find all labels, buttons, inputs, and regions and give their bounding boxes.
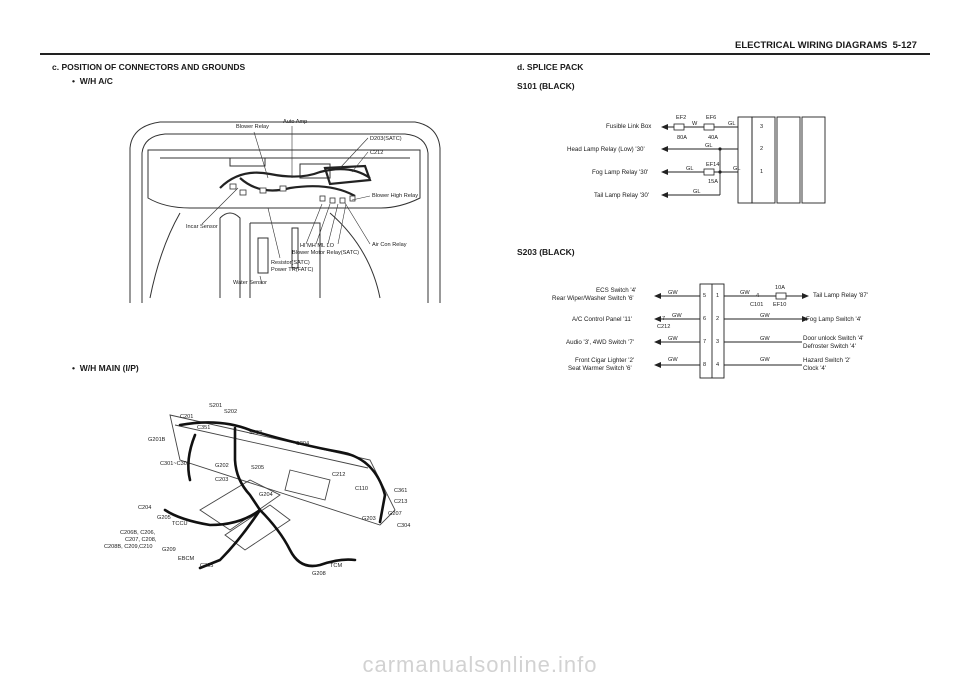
label-s202: S202 <box>224 409 238 415</box>
s101-fuse-ef14: EF14 <box>706 162 720 168</box>
label-blower-motor-relay: Blower Motor Relay(SATC) <box>292 250 360 256</box>
bullet-wh-ac: • W/H A/C <box>72 76 113 86</box>
header-rule <box>40 53 930 55</box>
s101-pin-3: 3 <box>760 124 764 130</box>
s101-load-0: Fusible Link Box <box>606 123 652 130</box>
label-g204: G204 <box>259 492 273 498</box>
bullet-wh-main-label: W/H MAIN (I/P) <box>79 363 139 373</box>
s101-pin-1: 1 <box>760 169 764 175</box>
label-g205: G205 <box>157 515 171 521</box>
s101-title: S101 (BLACK) <box>517 81 575 91</box>
s203-c212-pin: 7 <box>662 316 666 322</box>
s203-right-load-0: Tail Lamp Relay '87' <box>813 292 868 299</box>
label-c301-c303: C301~C303 <box>160 461 191 467</box>
s101-amp-80a: 80A <box>677 135 687 141</box>
page-number: 5-127 <box>892 40 917 51</box>
s203-wire-left-0: GW <box>668 290 678 296</box>
ip-harness-illustration <box>140 400 420 580</box>
label-blower-speeds: HI MH ML LO <box>300 243 334 249</box>
label-c201: C201 <box>180 414 194 420</box>
label-c208b: C208B, C209,C210 <box>104 544 153 550</box>
label-c110: C110 <box>355 486 368 492</box>
label-water-sensor: Water Sensor <box>233 280 267 286</box>
s203-right-pin-4: 4 <box>716 362 720 368</box>
label-c203: C203 <box>215 477 229 483</box>
s203-c101-label: C101 <box>750 302 764 308</box>
bullet-wh-main: • W/H MAIN (I/P) <box>72 363 139 373</box>
s203-left-load-0: ECS Switch '4' <box>596 287 637 294</box>
s203-right-pin-1: 1 <box>716 293 720 299</box>
label-c351: C351 <box>197 425 211 431</box>
section-title-splice: d. SPLICE PACK <box>517 62 584 72</box>
s203-left-pin-8: 8 <box>703 362 707 368</box>
s203-wire-right-2: GW <box>760 336 770 342</box>
s101-wire-gl-1: GL <box>728 121 736 127</box>
s203-right-load-3: Defroster Switch '4' <box>803 343 856 350</box>
s101-wire-w: W <box>692 121 698 127</box>
s101-wire-gl-3: GL <box>686 166 694 172</box>
label-c204: C204 <box>138 505 152 511</box>
label-ebcm: EBCM <box>178 556 195 562</box>
s101-wire-gl-4: GL <box>733 166 741 172</box>
label-c207: C207, C208, <box>125 537 157 543</box>
s203-right-load-4: Hazard Switch '2' <box>803 357 851 364</box>
s101-load-3: Tail Lamp Relay '30' <box>594 192 649 199</box>
label-blower-high-relay: Blower High Relay <box>372 193 419 199</box>
s101-amp-40a: 40A <box>708 135 718 141</box>
s203-left-load-4: Front Cigar Lighter '2' <box>575 357 635 364</box>
s203-wire-left-3: GW <box>668 357 678 363</box>
s203-left-pin-7: 7 <box>703 339 707 345</box>
s203-fuse-ef10: EF10 <box>773 302 787 308</box>
s203-right-pin-3: 3 <box>716 339 720 345</box>
s203-right-load-2: Door unlock Switch '4' <box>803 335 864 342</box>
label-g209: G209 <box>162 547 176 553</box>
label-g203: G203 <box>362 516 376 522</box>
watermark: carmanualsonline.info <box>362 652 598 677</box>
s203-left-pin-5: 5 <box>703 293 707 299</box>
s203-right-load-5: Clock '4' <box>803 365 826 372</box>
label-air-con-relay: Air Con Relay <box>372 242 407 248</box>
s203-left-pin-6: 6 <box>703 316 707 322</box>
s203-c101-pin: 4 <box>756 293 760 299</box>
s203-right-pin-2: 2 <box>716 316 720 322</box>
s101-fuse-ef6: EF6 <box>706 115 717 121</box>
label-c206b: C206B, C206, <box>120 530 156 536</box>
label-c361: C361 <box>394 488 408 494</box>
label-s201: S201 <box>209 403 223 409</box>
s203-left-load-1: Rear Wiper/Washer Switch '6' <box>552 295 634 302</box>
s203-left-load-5: Seat Warmer Switch '6' <box>568 365 632 372</box>
s203-wire-right-0: GW <box>740 290 750 296</box>
s101-fuse-ef2: EF2 <box>676 115 687 121</box>
label-auto-amp: Auto Amp <box>283 119 308 125</box>
label-d203: D203(SATC) <box>370 136 402 142</box>
s203-c212-label: C212 <box>657 324 671 330</box>
s101-load-2: Fog Lamp Relay '30' <box>592 169 649 176</box>
label-g208: G208 <box>312 571 326 577</box>
label-blower-relay: Blower Relay <box>236 124 269 130</box>
label-incar-sensor: Incar Sensor <box>186 224 218 230</box>
s101-wire-gl-5: GL <box>693 189 701 195</box>
s101-schematic <box>660 116 840 206</box>
s101-amp-15a: 15A <box>708 179 718 185</box>
s101-wire-gl-2: GL <box>705 143 713 149</box>
label-s205: S205 <box>251 465 265 471</box>
s203-left-load-2: A/C Control Panel '11' <box>572 316 633 323</box>
label-tccu: TCCU <box>172 521 188 527</box>
s203-fuse-amp: 10A <box>775 285 785 291</box>
section-title-connectors: c. POSITION OF CONNECTORS AND GROUNDS <box>52 62 246 72</box>
label-c212-ip: C212 <box>332 472 346 478</box>
s203-right-load-1: Fog Lamp Switch '4' <box>806 316 862 323</box>
label-s204: S204 <box>296 441 310 447</box>
s203-wire-right-1: GW <box>760 313 770 319</box>
s203-wire-left-1: GW <box>672 313 682 319</box>
label-c213: C213 <box>394 499 408 505</box>
page-header <box>735 40 917 51</box>
s101-pin-2: 2 <box>760 146 764 152</box>
label-s203: S203 <box>249 430 263 436</box>
label-resistor-satc: Resistor(SATC) <box>271 260 310 266</box>
label-g201b: G201B <box>148 437 166 443</box>
s203-wire-right-3: GW <box>760 357 770 363</box>
s101-load-1: Head Lamp Relay (Low) '30' <box>567 146 645 153</box>
s203-title: S203 (BLACK) <box>517 247 575 257</box>
label-c212-ac: C212 <box>370 150 384 156</box>
bullet-wh-ac-label: W/H A/C <box>79 76 113 86</box>
label-tcm: TCM <box>330 563 343 569</box>
s203-left-load-3: Audio '3', 4WD Switch '7' <box>566 339 635 346</box>
label-g202: G202 <box>215 463 229 469</box>
s203-wire-left-2: GW <box>668 336 678 342</box>
label-c305: C305 <box>200 563 214 569</box>
label-power-tr: Power TR(FATC) <box>271 267 314 273</box>
label-g207: G207 <box>388 511 402 517</box>
header-title: ELECTRICAL WIRING DIAGRAMS <box>735 40 888 51</box>
label-c304: C304 <box>397 523 411 529</box>
